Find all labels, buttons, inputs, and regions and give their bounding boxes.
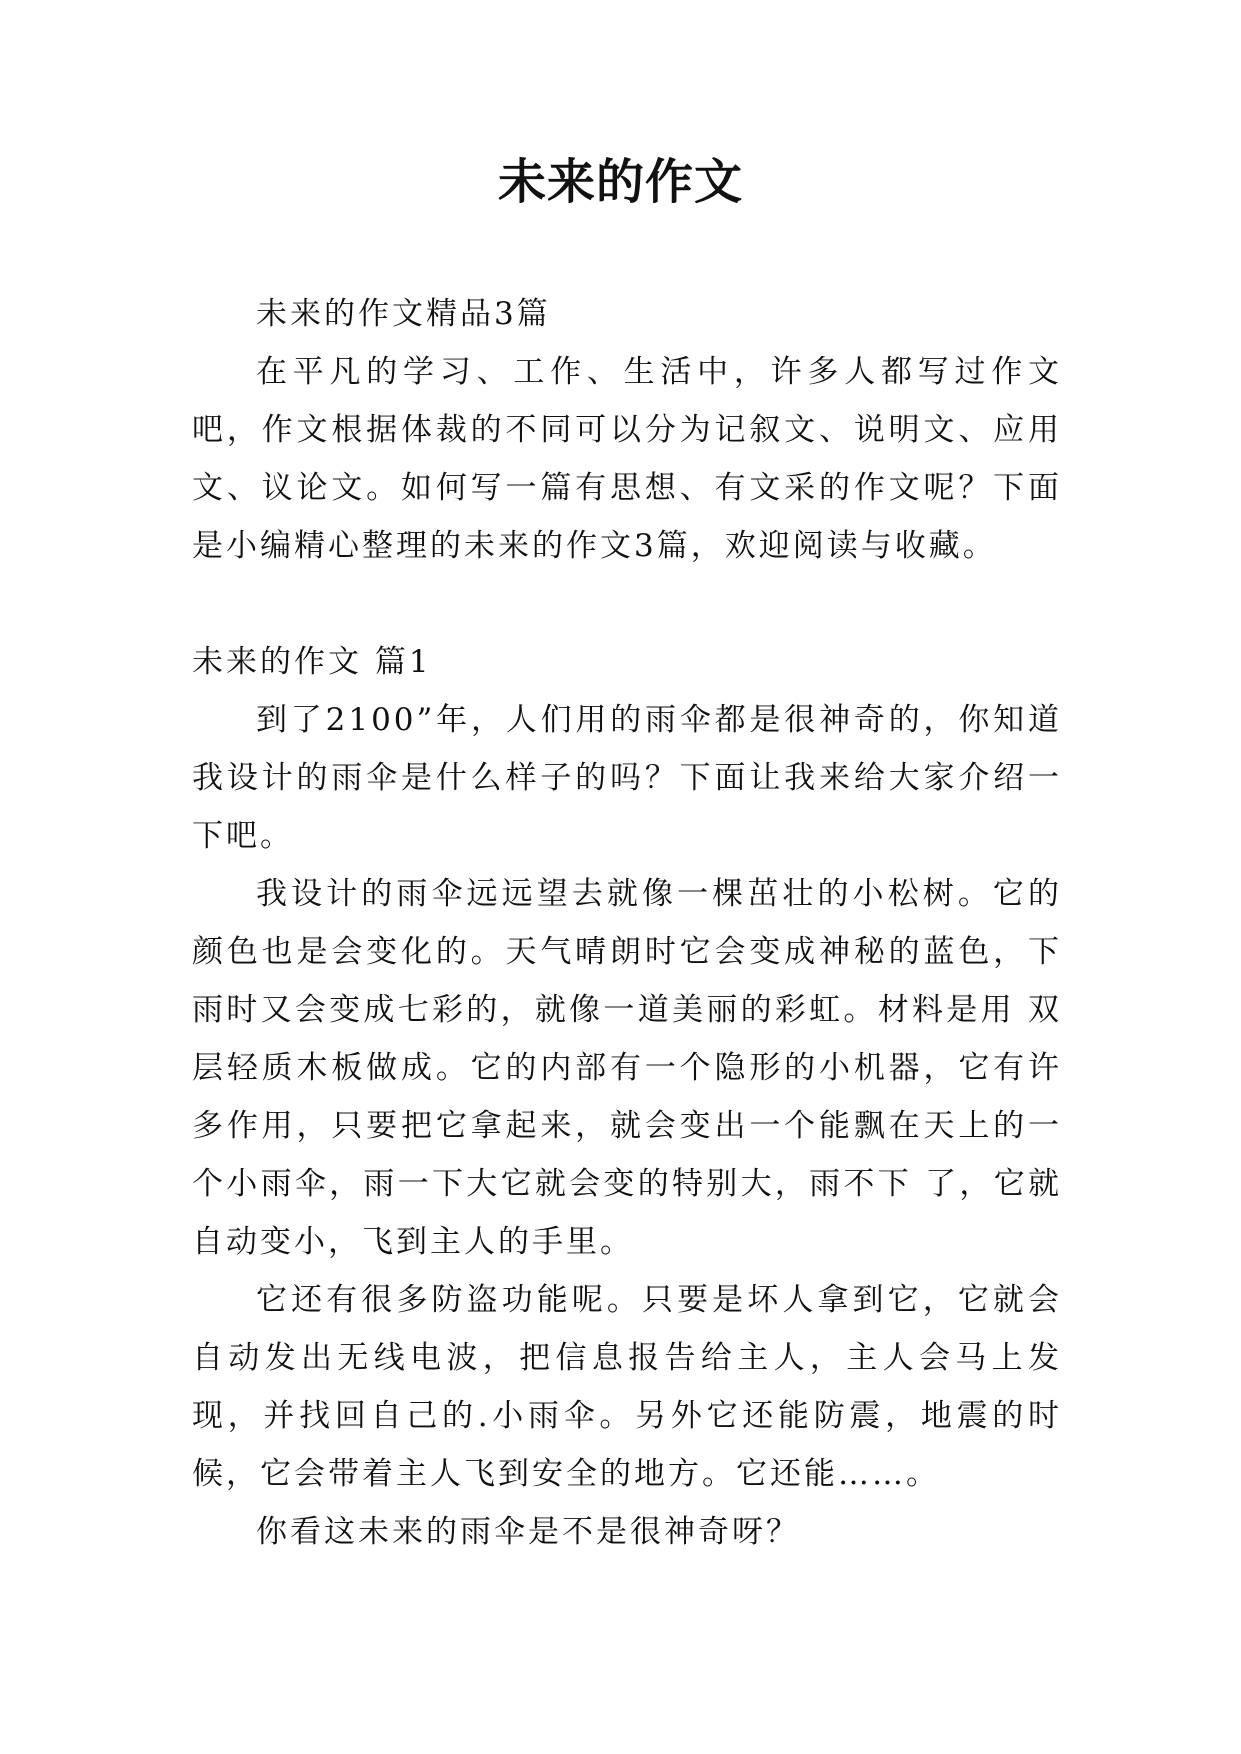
subtitle-paragraph: 未来的作文精品3篇 <box>256 296 551 332</box>
section-spacer <box>192 575 1062 633</box>
essay-paragraph: 我设计的雨伞远远望去就像一棵茁壮的小松树。它的颜色也是会变化的。天气晴朗时它会变成神秘的蓝色，下雨时又会变成七彩的，就像一道美丽的彩虹。材料是用 双层轻质木板做成。它的内部有一个隐形的小机器，它有许多作用，只要把它拿起来，就会变出一个能飘在天上的一个小雨伞，雨一下大它就会变的特别大，雨不下 了，它就自动变小，飞到主人的手里。 <box>192 876 1062 1260</box>
document-body <box>192 285 1062 1561</box>
document-title: 未来的作文 <box>497 154 743 210</box>
essay-paragraph: 到了2100”年，人们用的雨伞都是很神奇的，你知道我设计的雨伞是什么样子的吗？下面让我来给大家介绍一下吧。 <box>192 702 1062 854</box>
section-heading: 未来的作文 篇1 <box>192 644 432 680</box>
essay-paragraph: 你看这未来的雨伞是不是很神奇呀？ <box>256 1514 800 1550</box>
essay-paragraph: 它还有很多防盗功能呢。只要是坏人拿到它，它就会自动发出无线电波，把信息报告给主人，主人会马上发现，并找回自己的.小雨伞。另外它还能防震，地震的时候，它会带着主人飞到安全的地方。它还能……。 <box>192 1282 1062 1492</box>
intro-paragraph: 在平凡的学习、工作、生活中，许多人都写过作文吧，作文根据体裁的不同可以分为记叙文、说明文、应用文、议论文。如何写一篇有思想、有文采的作文呢？下面是小编精心整理的未来的作文3篇，欢迎阅读与收藏。 <box>192 354 1062 564</box>
